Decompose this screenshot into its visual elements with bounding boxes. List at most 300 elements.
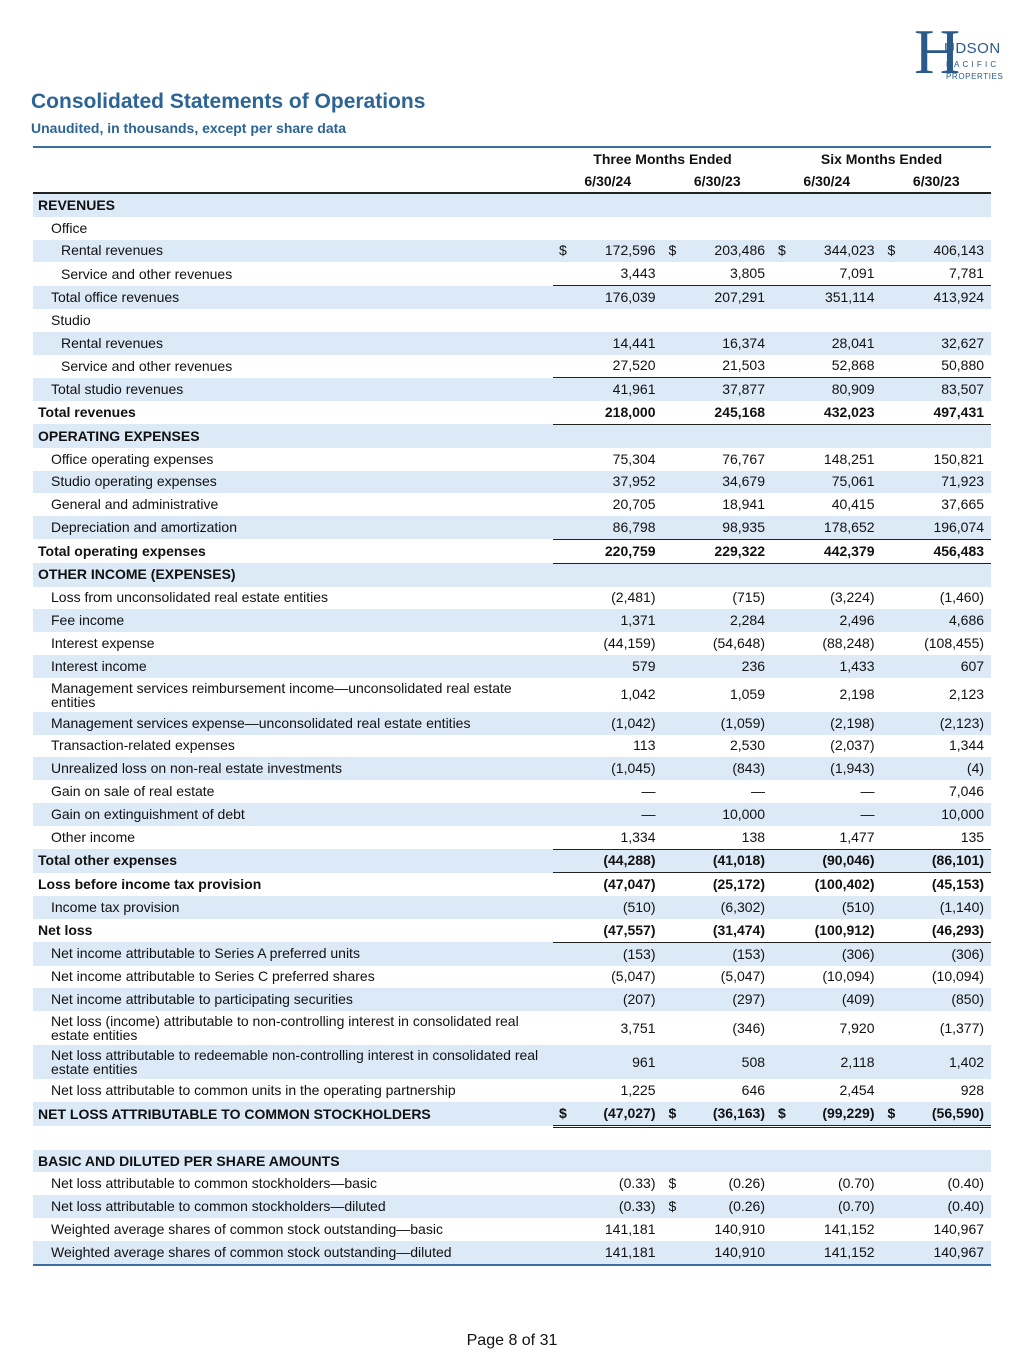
dollar-sign (882, 1045, 906, 1079)
period-header: 6/30/24 (553, 170, 663, 193)
hudson-pacific-logo (914, 16, 1004, 90)
value-cell: (54,648) (712, 635, 766, 652)
dollar-sign (882, 1150, 906, 1173)
dollar-sign (663, 757, 687, 780)
value-cell: (1,059) (687, 712, 773, 735)
dollar-sign: $ (668, 1175, 677, 1192)
dollar-sign (663, 919, 687, 942)
row-label: Net loss (38, 922, 93, 939)
table-row (33, 1172, 991, 1195)
value-cell: 140,967 (906, 1241, 992, 1265)
row-label: Service and other revenues (61, 357, 233, 374)
value-cell: (88,248) (822, 635, 875, 652)
value-cell: (510) (796, 896, 882, 919)
value-cell: (207) (577, 988, 663, 1011)
value-cell (906, 563, 992, 586)
row-label: OTHER INCOME (EXPENSES) (33, 563, 553, 586)
dollar-sign (772, 655, 796, 678)
dollar-sign (882, 1011, 906, 1045)
row-label: OPERATING EXPENSES (33, 424, 553, 447)
table-row (33, 539, 991, 563)
value-cell: (850) (906, 988, 992, 1011)
spacer-cell (33, 1126, 991, 1150)
logo-line2: PACIFIC (946, 60, 1000, 69)
dollar-sign (663, 896, 687, 919)
value-cell: 10,000 (906, 803, 992, 826)
dollar-sign (553, 1011, 577, 1045)
dollar-sign (553, 332, 577, 355)
value-cell: (346) (732, 1019, 766, 1036)
value-cell: (0.40) (906, 1195, 992, 1218)
row-label: Loss before income tax provision (38, 875, 262, 892)
table-row (33, 873, 991, 896)
table-row (33, 563, 991, 586)
dollar-sign: $ (772, 240, 796, 263)
value-cell: 196,074 (906, 516, 992, 539)
dollar-sign (882, 849, 906, 873)
table-row (33, 262, 991, 285)
value-cell: 150,821 (933, 450, 985, 467)
value-cell: (56,590) (906, 1102, 992, 1126)
value-cell: 75,304 (612, 450, 656, 467)
value-cell: (45,153) (931, 876, 985, 893)
dollar-sign (772, 424, 796, 447)
dollar-sign (553, 1150, 577, 1173)
table-row (33, 632, 991, 655)
table-row (33, 803, 991, 826)
dollar-sign (772, 1150, 796, 1173)
dollar-sign (772, 563, 796, 586)
value-cell: 71,923 (906, 471, 992, 494)
dollar-sign (772, 1172, 796, 1195)
dollar-sign (663, 355, 687, 378)
dollar-sign (553, 448, 577, 471)
row-label: Total revenues (38, 404, 136, 421)
dollar-sign (882, 471, 906, 494)
row-label: Unrealized loss on non-real estate investments (33, 757, 553, 780)
table-row (33, 448, 991, 471)
table-row (33, 655, 991, 678)
dollar-sign (772, 448, 796, 471)
value-cell: 1,477 (796, 826, 882, 849)
dollar-sign (553, 966, 577, 989)
value-cell: 497,431 (906, 401, 992, 424)
value-cell (796, 563, 882, 586)
logo-line3: PROPERTIES (946, 72, 1004, 81)
value-cell: — (796, 803, 882, 826)
row-label: General and administrative (51, 496, 219, 513)
dollar-sign (882, 1079, 906, 1102)
dollar-sign (772, 1218, 796, 1241)
value-cell: 1,402 (906, 1045, 992, 1079)
dollar-sign (882, 966, 906, 989)
value-cell (906, 193, 992, 217)
dollar-sign (553, 1218, 577, 1241)
value-cell: 245,168 (687, 401, 773, 424)
dollar-sign (663, 587, 687, 610)
row-label: Office operating expenses (51, 450, 214, 467)
table-row (33, 966, 991, 989)
value-cell: 138 (687, 826, 773, 849)
value-cell: 1,344 (949, 737, 985, 754)
value-cell: 1,433 (796, 655, 882, 678)
dollar-sign (882, 378, 906, 401)
value-cell: 1,042 (620, 686, 656, 703)
dollar-sign (553, 193, 577, 217)
dollar-sign: $ (553, 1102, 577, 1126)
dollar-sign (663, 424, 687, 447)
table-row (33, 587, 991, 610)
dollar-sign (772, 780, 796, 803)
dollar-sign (772, 309, 796, 332)
dollar-sign (553, 826, 577, 849)
dollar-sign (553, 262, 577, 285)
dollar-sign (882, 757, 906, 780)
dollar-sign (553, 587, 577, 610)
value-cell: 83,507 (906, 378, 992, 401)
table-row (33, 919, 991, 942)
table-row (33, 217, 991, 240)
value-cell: (86,101) (906, 849, 992, 873)
table-row (33, 735, 991, 758)
value-cell (577, 309, 663, 332)
value-cell: (0.33) (577, 1195, 663, 1218)
dollar-sign (663, 1150, 687, 1173)
dollar-sign (882, 896, 906, 919)
dollar-sign (882, 539, 906, 563)
dollar-sign (553, 516, 577, 539)
value-cell: 2,530 (729, 737, 766, 754)
dollar-sign (882, 942, 906, 965)
value-cell: 40,415 (831, 496, 875, 513)
value-cell: 2,118 (796, 1045, 882, 1079)
value-cell: 203,486 (687, 240, 773, 263)
page-title: Consolidated Statements of Operations (31, 90, 426, 113)
value-cell: 140,967 (933, 1220, 985, 1237)
value-cell: (31,474) (687, 919, 773, 942)
period-header: 6/30/24 (772, 170, 882, 193)
value-cell: (843) (687, 757, 773, 780)
value-cell: 1,334 (577, 826, 663, 849)
row-label: Rental revenues (33, 240, 553, 263)
row-label: Total office revenues (33, 286, 553, 309)
value-cell: (5,047) (611, 968, 656, 985)
value-cell: 406,143 (906, 240, 992, 263)
dollar-sign (772, 678, 796, 712)
table-row (33, 712, 991, 735)
dollar-sign (663, 735, 687, 758)
dollar-sign (663, 803, 687, 826)
dollar-sign (772, 712, 796, 735)
dollar-sign (663, 1045, 687, 1079)
value-cell: 141,152 (823, 1220, 875, 1237)
dollar-sign: $ (882, 240, 906, 263)
row-label: Other income (51, 828, 136, 845)
dollar-sign (663, 988, 687, 1011)
value-cell: 351,114 (796, 286, 882, 309)
dollar-sign (553, 493, 577, 516)
value-cell: 141,181 (604, 1220, 656, 1237)
dollar-sign (882, 332, 906, 355)
value-cell: 75,061 (796, 471, 882, 494)
dollar-sign (772, 471, 796, 494)
dollar-sign (663, 826, 687, 849)
dollar-sign (882, 1172, 906, 1195)
dollar-sign (882, 355, 906, 378)
dollar-sign (663, 1079, 687, 1102)
value-cell: 344,023 (796, 240, 882, 263)
dollar-sign (772, 262, 796, 285)
header-row-periods (33, 170, 991, 193)
row-label: Studio operating expenses (33, 471, 553, 494)
row-label: Income tax provision (33, 896, 553, 919)
dollar-sign (882, 401, 906, 424)
value-cell (796, 309, 882, 332)
row-label: Net loss attributable to common units in the operating partnership (51, 1081, 456, 1098)
dollar-sign (772, 355, 796, 378)
value-cell: (47,557) (577, 919, 663, 942)
dollar-sign (663, 378, 687, 401)
dollar-sign (553, 1045, 577, 1079)
dollar-sign (663, 712, 687, 735)
dollar-sign (882, 217, 906, 240)
dollar-sign (663, 401, 687, 424)
value-cell: 229,322 (687, 539, 773, 563)
value-cell (577, 563, 663, 586)
dollar-sign (772, 493, 796, 516)
dollar-sign (663, 493, 687, 516)
value-cell: 4,686 (906, 609, 992, 632)
value-cell: 961 (577, 1045, 663, 1079)
dollar-sign (553, 286, 577, 309)
dollar-sign (553, 849, 577, 873)
value-cell: 27,520 (577, 355, 663, 378)
period-header: 6/30/23 (882, 170, 992, 193)
operations-table (33, 146, 991, 1266)
dollar-sign (663, 448, 687, 471)
row-label: Total other expenses (33, 849, 553, 873)
value-cell: 1,371 (577, 609, 663, 632)
dollar-sign (663, 873, 687, 896)
value-cell: (0.70) (837, 1175, 875, 1192)
dollar-sign (663, 849, 687, 873)
dollar-sign (882, 587, 906, 610)
value-cell: (46,293) (906, 919, 992, 942)
value-cell: 80,909 (796, 378, 882, 401)
row-label: NET LOSS ATTRIBUTABLE TO COMMON STOCKHOLDERS (33, 1102, 553, 1126)
dollar-sign (882, 448, 906, 471)
dollar-sign (553, 378, 577, 401)
dollar-sign (663, 655, 687, 678)
dollar-sign (882, 193, 906, 217)
value-cell: (44,159) (603, 635, 656, 652)
row-label: Total studio revenues (33, 378, 553, 401)
value-cell: 41,961 (577, 378, 663, 401)
value-cell: (1,045) (577, 757, 663, 780)
dollar-sign (772, 1045, 796, 1079)
value-cell: — (641, 783, 656, 800)
value-cell (796, 217, 882, 240)
dollar-sign (553, 632, 577, 655)
value-cell: — (577, 803, 663, 826)
dollar-sign (772, 896, 796, 919)
value-cell: 218,000 (577, 401, 663, 424)
value-cell: (5,047) (720, 968, 766, 985)
dollar-sign (663, 1241, 687, 1265)
table-row (33, 780, 991, 803)
row-label: Gain on extinguishment of debt (33, 803, 553, 826)
value-cell: (2,198) (796, 712, 882, 735)
dollar-sign (772, 1011, 796, 1045)
value-cell: 76,767 (722, 450, 766, 467)
value-cell: (6,302) (687, 896, 773, 919)
period-header: 6/30/23 (663, 170, 773, 193)
value-cell: — (751, 783, 766, 800)
value-cell: 456,483 (906, 539, 992, 563)
row-label: Loss from unconsolidated real estate entities (51, 589, 329, 606)
value-cell: 148,251 (823, 450, 875, 467)
dollar-sign (553, 712, 577, 735)
dollar-sign (772, 609, 796, 632)
dollar-sign (772, 1079, 796, 1102)
dollar-sign (772, 217, 796, 240)
row-label: Management services expense—unconsolidated real estate entities (33, 712, 553, 735)
value-cell: (108,455) (924, 635, 985, 652)
value-cell: 7,046 (949, 783, 985, 800)
value-cell: (1,460) (939, 589, 985, 606)
table-row (33, 240, 991, 263)
value-cell: (90,046) (796, 849, 882, 873)
value-cell (906, 1150, 992, 1173)
dollar-sign (663, 539, 687, 563)
value-cell: (47,027) (577, 1102, 663, 1126)
row-label: Weighted average shares of common stock outstanding—diluted (33, 1241, 553, 1265)
dollar-sign (772, 988, 796, 1011)
value-cell (906, 309, 992, 332)
value-cell: 18,941 (722, 496, 766, 513)
value-cell: 37,952 (577, 471, 663, 494)
dollar-sign (882, 826, 906, 849)
row-label: Transaction-related expenses (51, 737, 235, 754)
row-label: Net loss attributable to redeemable non-controlling interest in consolidated real estate entities (33, 1045, 553, 1079)
spacer-row (33, 1126, 991, 1150)
row-label: Interest income (33, 655, 553, 678)
dollar-sign (772, 826, 796, 849)
value-cell: (100,402) (814, 876, 875, 893)
dollar-sign (772, 378, 796, 401)
value-cell: (41,018) (687, 849, 773, 873)
dollar-sign: $ (663, 240, 687, 263)
row-label: REVENUES (33, 193, 553, 217)
dollar-sign (882, 1218, 906, 1241)
dollar-sign (663, 309, 687, 332)
dollar-sign (772, 1195, 796, 1218)
dollar-sign (663, 332, 687, 355)
row-label: Fee income (33, 609, 553, 632)
dollar-sign (663, 193, 687, 217)
dollar-sign (553, 803, 577, 826)
dollar-sign (882, 262, 906, 285)
dollar-sign (772, 942, 796, 965)
value-cell: 141,181 (577, 1241, 663, 1265)
value-cell (577, 193, 663, 217)
value-cell: (25,172) (712, 876, 766, 893)
dollar-sign (772, 1241, 796, 1265)
dollar-sign (553, 757, 577, 780)
value-cell: 928 (960, 1081, 985, 1098)
table-row (33, 1150, 991, 1173)
table-row (33, 1079, 991, 1102)
dollar-sign (882, 1241, 906, 1265)
dollar-sign (882, 563, 906, 586)
value-cell: (2,123) (906, 712, 992, 735)
dollar-sign (772, 735, 796, 758)
table-row (33, 942, 991, 965)
dollar-sign (553, 988, 577, 1011)
dollar-sign (772, 286, 796, 309)
dollar-sign (663, 1011, 687, 1045)
dollar-sign (882, 988, 906, 1011)
dollar-sign (772, 849, 796, 873)
value-cell: 113 (633, 737, 656, 754)
value-cell (687, 1150, 773, 1173)
dollar-sign (882, 735, 906, 758)
table-row (33, 193, 991, 217)
dollar-sign (772, 632, 796, 655)
dollar-sign (553, 217, 577, 240)
page-subtitle: Unaudited, in thousands, except per share data (31, 120, 347, 136)
header-row-groups (33, 147, 991, 170)
value-cell: (2,481) (611, 589, 656, 606)
dollar-sign (663, 516, 687, 539)
dollar-sign (663, 632, 687, 655)
value-cell: (47,047) (603, 876, 656, 893)
row-label: Rental revenues (33, 332, 553, 355)
value-cell: (510) (577, 896, 663, 919)
value-cell: — (860, 783, 875, 800)
value-cell: 7,920 (839, 1019, 875, 1036)
value-cell: (306) (796, 942, 882, 965)
value-cell: 236 (687, 655, 773, 678)
value-cell (687, 217, 773, 240)
value-cell: (0.33) (618, 1175, 656, 1192)
table-row (33, 332, 991, 355)
value-cell: 2,198 (839, 686, 875, 703)
value-cell: (306) (906, 942, 992, 965)
value-cell: 3,751 (620, 1019, 656, 1036)
dollar-sign (663, 262, 687, 285)
value-cell (796, 424, 882, 447)
dollar-sign (882, 655, 906, 678)
dollar-sign (772, 516, 796, 539)
dollar-sign (882, 780, 906, 803)
dollar-sign (882, 424, 906, 447)
value-cell: 1,059 (729, 686, 766, 703)
value-cell: 2,454 (839, 1081, 875, 1098)
dollar-sign (553, 1172, 577, 1195)
dollar-sign (553, 942, 577, 965)
dollar-sign (663, 780, 687, 803)
value-cell (577, 217, 663, 240)
value-cell: 141,152 (796, 1241, 882, 1265)
value-cell: 607 (906, 655, 992, 678)
value-cell: 508 (687, 1045, 773, 1079)
dollar-sign (882, 609, 906, 632)
dollar-sign (772, 193, 796, 217)
value-cell: (0.70) (796, 1195, 882, 1218)
table-row (33, 1045, 991, 1079)
value-cell: 178,652 (796, 516, 882, 539)
